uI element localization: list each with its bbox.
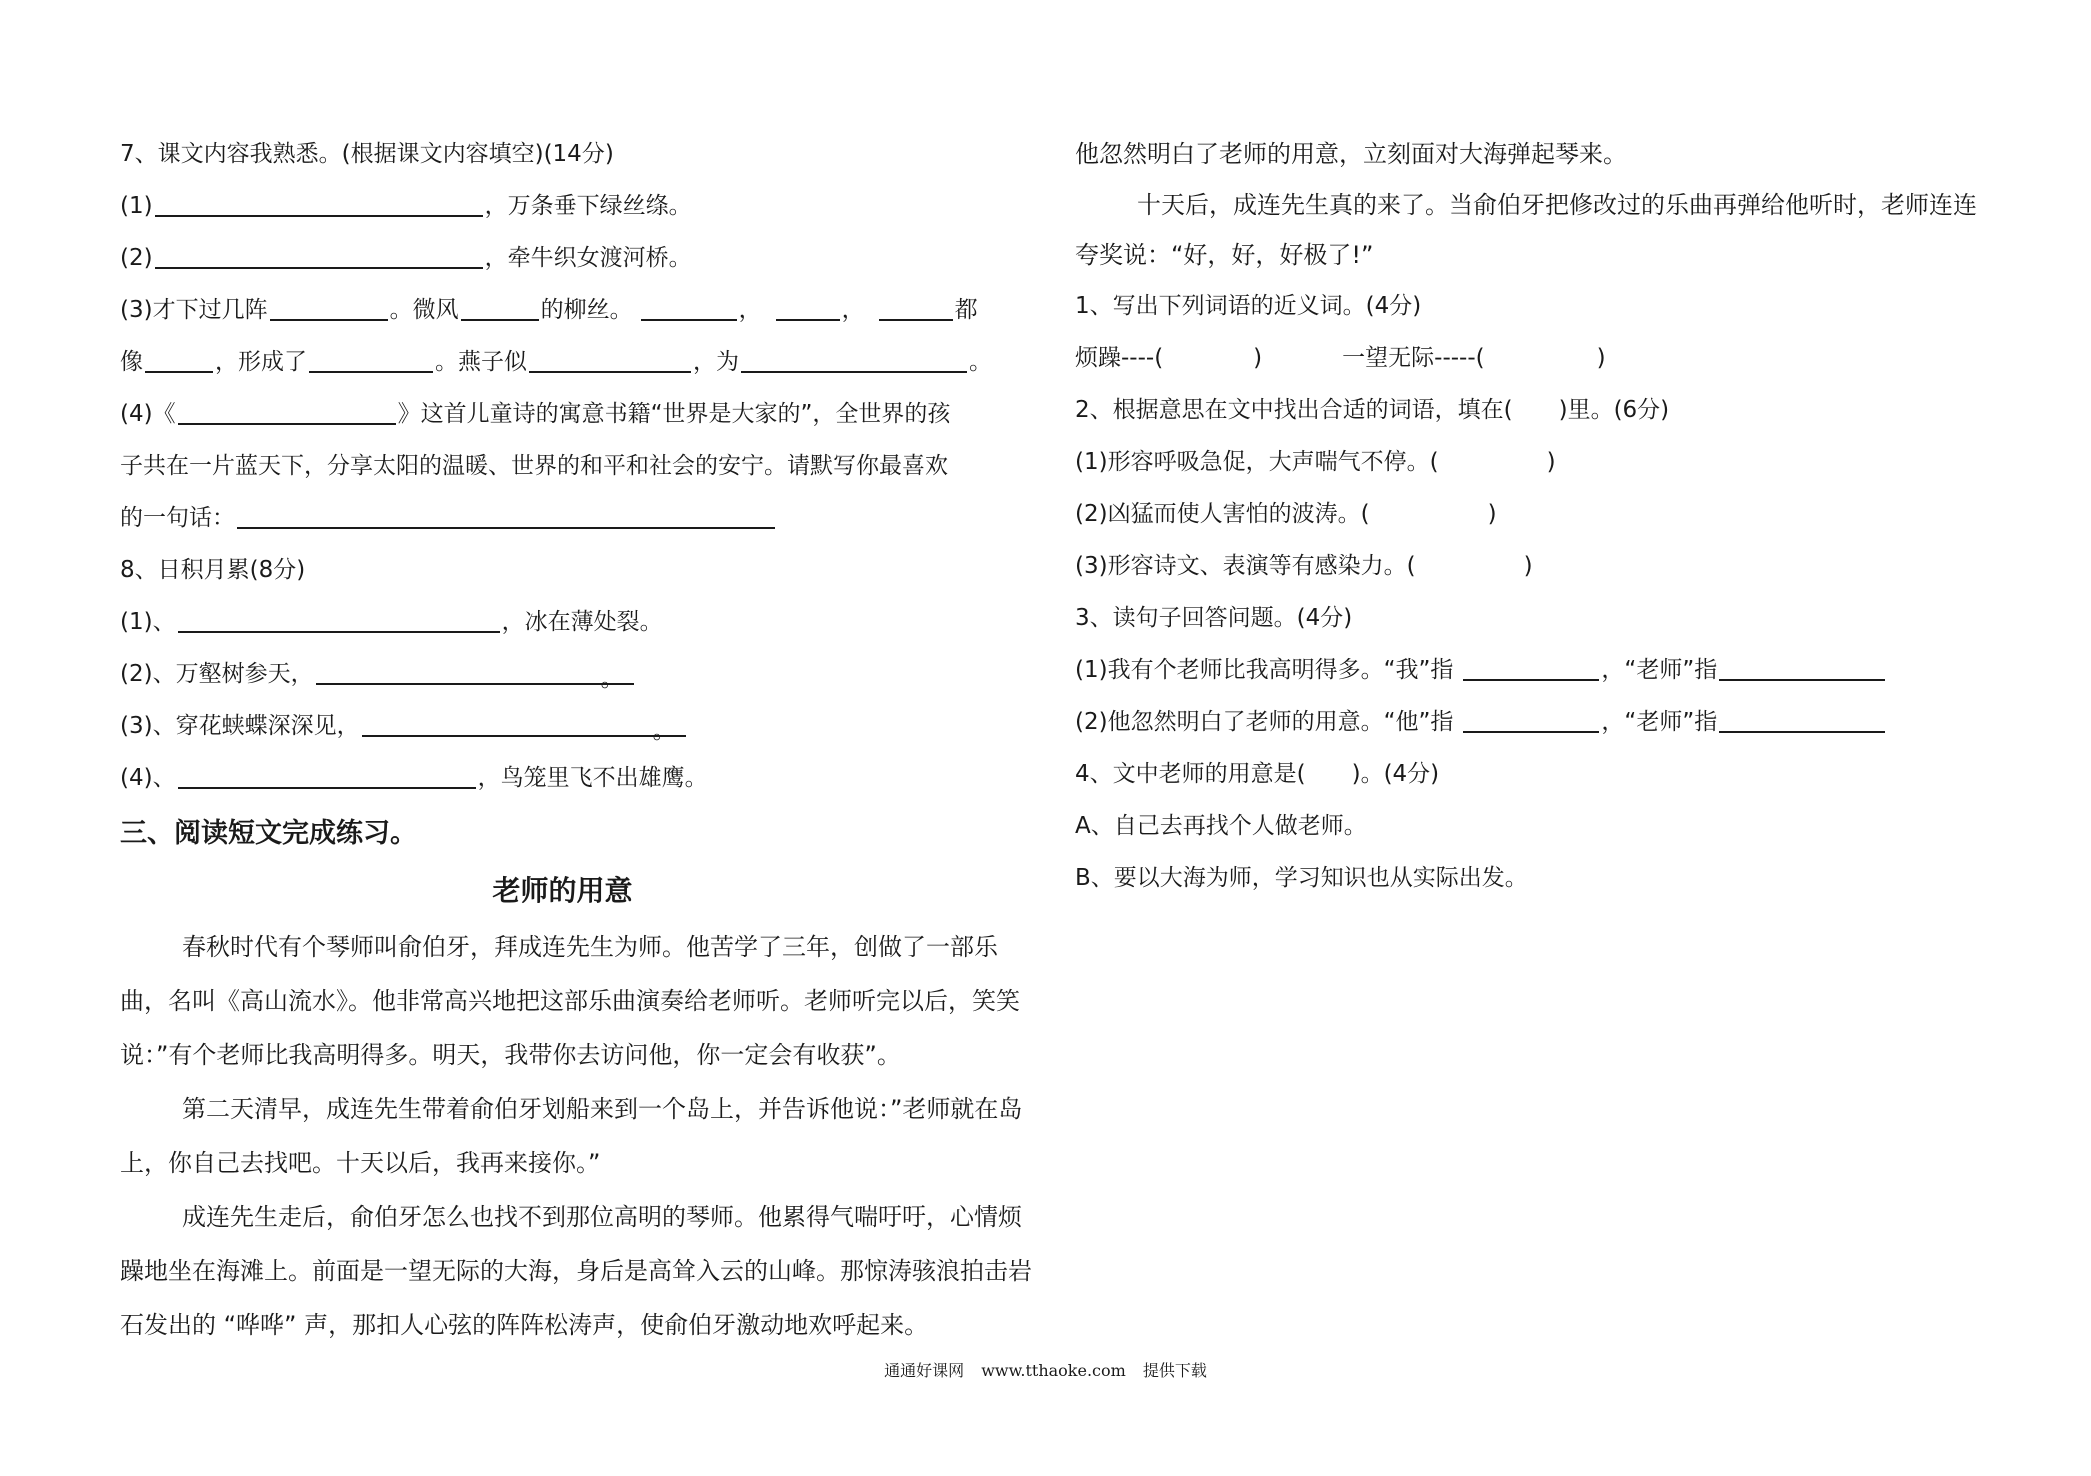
rq1-close-2: ) bbox=[1596, 345, 1606, 371]
rq1-word-1: 烦躁----( bbox=[1075, 345, 1164, 371]
q7-item-3-text-k: 。 bbox=[969, 349, 992, 375]
q8-item-3-blank[interactable] bbox=[362, 705, 686, 744]
q7-item-3-blank-3[interactable] bbox=[641, 289, 737, 321]
rq3-item-1-blank-1[interactable] bbox=[1463, 649, 1599, 681]
rq2-item-2 bbox=[1075, 488, 1990, 540]
q8-item-1 bbox=[120, 596, 1035, 648]
q7-item-3-blank-7[interactable] bbox=[309, 341, 433, 373]
q7-item-4-blank-sentence[interactable] bbox=[237, 497, 775, 529]
q8-item-2-blank[interactable] bbox=[316, 653, 634, 692]
rq2-item-2-text: (2)凶猛而使人害怕的波涛。( bbox=[1075, 501, 1370, 527]
right-column bbox=[1075, 128, 1990, 904]
q8-item-2 bbox=[120, 648, 1035, 700]
q7-item-1 bbox=[120, 180, 1035, 232]
q7-item-3-blank-9[interactable] bbox=[741, 341, 967, 373]
q7-item-1-blank[interactable] bbox=[155, 185, 483, 217]
rq1-answers bbox=[1075, 332, 1990, 384]
q7-item-4-text-a: (4)《 bbox=[120, 401, 176, 427]
q8-item-4-text: ，鸟笼里飞不出雄鹰。 bbox=[477, 765, 708, 791]
passage-paragraph-2: 第二天清早，成连先生带着俞伯牙划船来到一个岛上，并告诉他说：”老师就在岛上，你自己去找吧。十天以后，我再来接你。” bbox=[120, 1095, 1023, 1177]
q7-item-4-text-d: 的一句话： bbox=[120, 505, 235, 531]
q7-item-1-text: ，万条垂下绿丝绦。 bbox=[484, 193, 692, 219]
footer-url[interactable]: www.tthaoke.com bbox=[981, 1361, 1126, 1380]
q7-item-3-text-c: 的柳丝。 bbox=[540, 297, 633, 323]
rq2-item-1 bbox=[1075, 436, 1990, 488]
q7-item-3-line-1 bbox=[120, 284, 1035, 336]
q7-item-3-text-h: ，形成了 bbox=[215, 349, 307, 375]
q7-title: 7、课文内容我熟悉。(根据课文内容填空)(14分) bbox=[120, 141, 614, 167]
q8-item-1-blank[interactable] bbox=[178, 601, 500, 633]
q7-item-3-text-e: ， bbox=[841, 297, 865, 323]
rq3-item-1 bbox=[1075, 644, 1990, 696]
rq3-item-1-text-a: (1)我有个老师比我高明得多。“我”指 bbox=[1075, 657, 1454, 683]
rq3-item-2-blank-2[interactable] bbox=[1719, 701, 1885, 733]
section-3-heading: 三、阅读短文完成练习。 bbox=[120, 818, 417, 849]
q7-item-2-blank[interactable] bbox=[155, 237, 483, 269]
q7-item-1-label: (1) bbox=[120, 193, 153, 219]
q7-item-2-label: (2) bbox=[120, 245, 153, 271]
q7-item-3-text-f: 都 bbox=[954, 297, 978, 323]
q8-title: 8、日积月累(8分) bbox=[120, 557, 306, 583]
q8-item-3-text: 。 bbox=[652, 718, 676, 744]
page-footer bbox=[0, 1358, 2091, 1381]
passage-title: 老师的用意 bbox=[492, 874, 633, 907]
passage-paragraph-1: 春秋时代有个琴师叫俞伯牙，拜成连先生为师。他苦学了三年，创做了一部乐曲，名叫《高山流水》。他非常高兴地把这部乐曲演奏给老师听。老师听完以后，笑笑说：”有个老师比我高明得多。明天，我带你去访问他，你一定会有收获”。 bbox=[120, 933, 1020, 1069]
rq2-item-1-text: (1)形容呼吸急促，大声喘气不停。( bbox=[1075, 449, 1439, 475]
rq2-item-3 bbox=[1075, 540, 1990, 592]
q7-item-3-text-g: 像 bbox=[120, 349, 143, 375]
rq2-title: 2、根据意思在文中找出合适的词语，填在( )里。(6分) bbox=[1075, 397, 1670, 423]
rq3-title: 3、读句子回答问题。(4分) bbox=[1075, 605, 1353, 631]
q8-item-3 bbox=[120, 700, 1035, 752]
left-column bbox=[120, 128, 1035, 1352]
rq4-title: 4、文中老师的用意是( )。(4分) bbox=[1075, 761, 1440, 787]
q7-item-4-line-1 bbox=[120, 388, 1035, 440]
passage-continuation-2: 十天后，成连先生真的来了。当俞伯牙把修改过的乐曲再弹给他听时，老师连连夸奖说：“好，好，好极了!” bbox=[1075, 191, 1977, 269]
q7-item-4-blank-title[interactable] bbox=[178, 393, 396, 425]
rq3-item-1-text-b: ，“老师”指 bbox=[1601, 657, 1718, 683]
q7-item-3-blank-4[interactable] bbox=[776, 289, 840, 321]
q7-item-3-blank-6[interactable] bbox=[145, 341, 213, 373]
rq3-item-2-text-a: (2)他忽然明白了老师的用意。“他”指 bbox=[1075, 709, 1454, 735]
q7-item-4-line-3 bbox=[120, 492, 1035, 544]
q7-item-3-blank-2[interactable] bbox=[461, 289, 539, 321]
rq3-item-2-blank-1[interactable] bbox=[1463, 701, 1599, 733]
q8-item-2-text: 。 bbox=[600, 666, 624, 692]
q7-item-3-line-2 bbox=[120, 336, 1035, 388]
q7-item-3-text-d: ， bbox=[738, 297, 762, 323]
rq1-title: 1、写出下列词语的近义词。(4分) bbox=[1075, 293, 1422, 319]
rq1-word-2: 一望无际-----( bbox=[1342, 345, 1485, 371]
passage-paragraph-3: 成连先生走后，俞伯牙怎么也找不到那位高明的琴师。他累得气喘吁吁，心情烦躁地坐在海滩上。前面是一望无际的大海，身后是高耸入云的山峰。那惊涛骇浪拍击岩石发出的 “哗哗” 声，那扣人心弦的阵阵松涛声，使俞伯牙激动地欢呼起来。 bbox=[120, 1203, 1032, 1339]
q8-item-4 bbox=[120, 752, 1035, 804]
rq2-item-3-close: ) bbox=[1523, 553, 1533, 579]
q7-item-4-text-b: 》这首儿童诗的寓意书籍“世界是大家的”，全世界的孩 bbox=[397, 401, 951, 427]
rq4-option-b: B、要以大海为师，学习知识也从实际出发。 bbox=[1075, 865, 1528, 891]
rq2-item-1-close: ) bbox=[1546, 449, 1556, 475]
q8-item-2-label: (2)、万壑树参天， bbox=[120, 661, 314, 687]
q7-item-2 bbox=[120, 232, 1035, 284]
rq2-item-3-text: (3)形容诗文、表演等有感染力。( bbox=[1075, 553, 1416, 579]
rq3-item-2 bbox=[1075, 696, 1990, 748]
rq3-item-2-text-b: ，“老师”指 bbox=[1601, 709, 1718, 735]
rq4-option-a: A、自己去再找个人做老师。 bbox=[1075, 813, 1367, 839]
q8-item-4-blank[interactable] bbox=[178, 757, 476, 789]
q7-item-4-line-2: 子共在一片蓝天下，分享太阳的温暖、世界的和平和社会的安宁。请默写你最喜欢 bbox=[120, 453, 948, 479]
passage-continuation-1: 他忽然明白了老师的用意，立刻面对大海弹起琴来。 bbox=[1075, 140, 1627, 168]
rq1-close-1: ) bbox=[1253, 345, 1263, 371]
footer-site-name: 通通好课网 bbox=[884, 1361, 965, 1380]
q8-item-1-text: ，冰在薄处裂。 bbox=[501, 609, 663, 635]
q8-item-3-label: (3)、穿花蛱蝶深深见， bbox=[120, 713, 360, 739]
q7-item-3-blank-5[interactable] bbox=[879, 289, 953, 321]
q7-item-3-blank-8[interactable] bbox=[529, 341, 691, 373]
q7-item-3-text-a: (3)才下过几阵 bbox=[120, 297, 268, 323]
q7-item-3-text-i: 。燕子似 bbox=[435, 349, 527, 375]
q7-item-3-text-j: ，为 bbox=[693, 349, 739, 375]
rq2-item-2-close: ) bbox=[1487, 501, 1497, 527]
q8-item-4-label: (4)、 bbox=[120, 765, 176, 791]
q7-item-3-blank-1[interactable] bbox=[270, 289, 388, 321]
q8-item-1-label: (1)、 bbox=[120, 609, 176, 635]
q7-item-3-text-b: 。微风 bbox=[389, 297, 459, 323]
footer-note: 提供下载 bbox=[1142, 1361, 1207, 1380]
rq3-item-1-blank-2[interactable] bbox=[1719, 649, 1885, 681]
q7-item-2-text: ，牵牛织女渡河桥。 bbox=[484, 245, 692, 271]
